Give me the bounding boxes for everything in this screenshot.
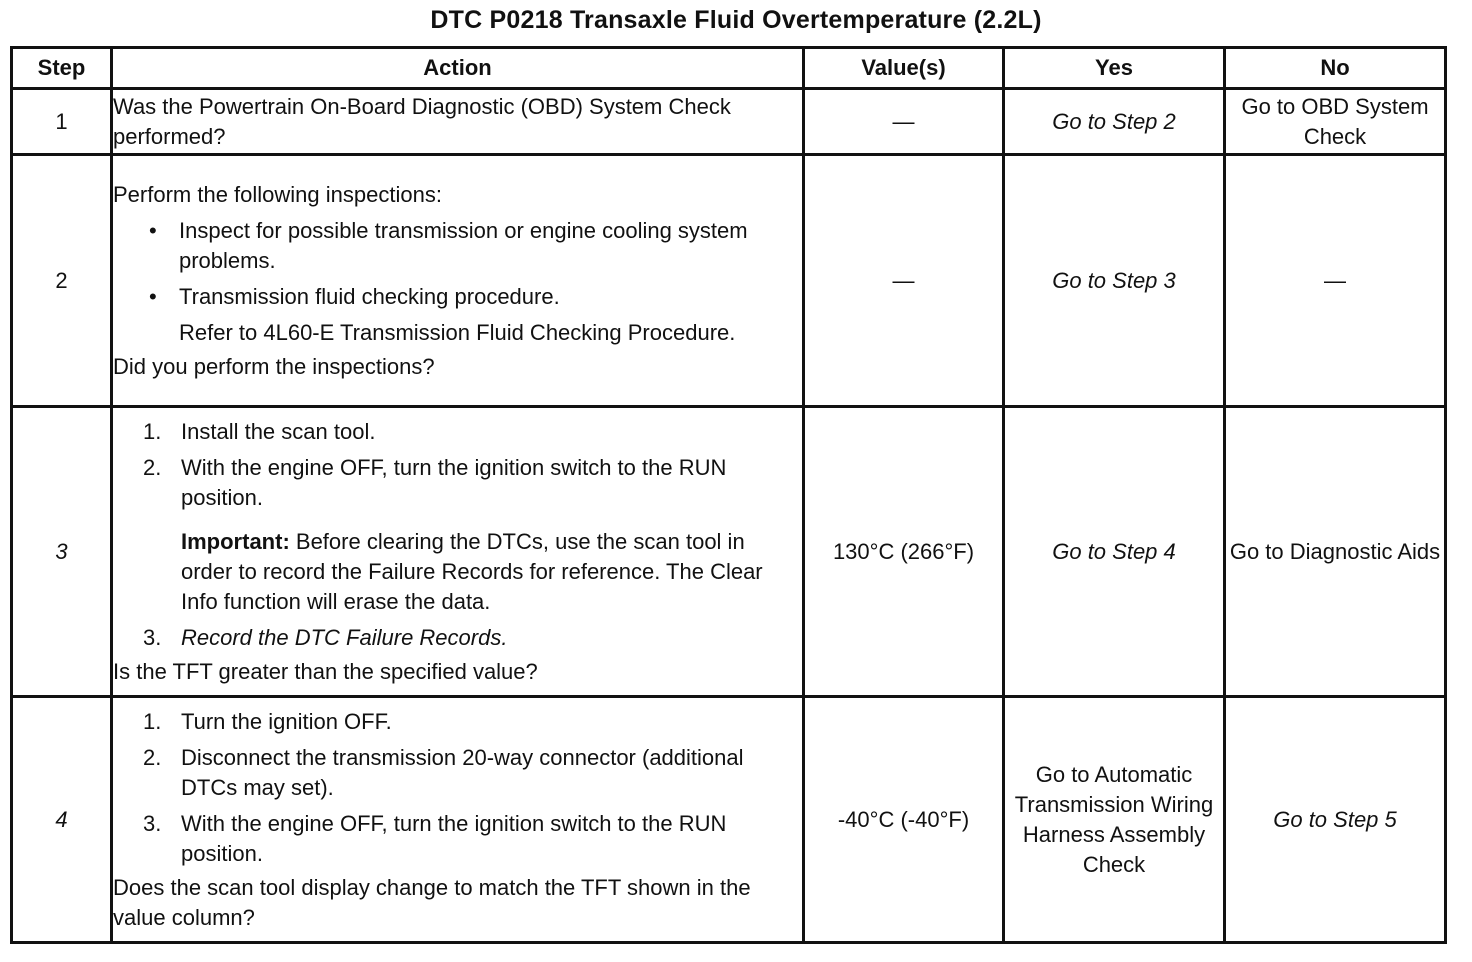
important-label: Important: (181, 528, 290, 554)
item-text: Record the DTC Failure Records. (181, 624, 508, 650)
bullet-marker: • (149, 217, 157, 243)
item-text: Install the scan tool. (181, 418, 376, 444)
header-action: Action (112, 48, 804, 89)
item-number: 1. (143, 708, 162, 734)
bullet-item (149, 282, 802, 312)
table-row (12, 407, 1446, 697)
table-row (12, 697, 1446, 943)
yes-link[interactable]: Go to Step 2 (1004, 89, 1225, 155)
header-values: Value(s) (804, 48, 1004, 89)
item-text: With the engine OFF, turn the ignition switch to the RUN position. (181, 454, 727, 510)
action-cell (112, 155, 804, 407)
value-cell: -40°C (-40°F) (804, 697, 1004, 943)
numbered-item (143, 743, 802, 803)
step-number: 2 (12, 155, 112, 407)
item-number: 1. (143, 418, 162, 444)
header-yes: Yes (1004, 48, 1225, 89)
no-link[interactable]: Go to Diagnostic Aids (1225, 407, 1446, 697)
no-link[interactable]: Go to OBD System Check (1225, 89, 1446, 155)
page-title: DTC P0218 Transaxle Fluid Overtemperature (2.2L) (430, 6, 1042, 34)
value-cell: — (804, 155, 1004, 407)
action-question: Did you perform the inspections? (113, 353, 435, 379)
item-number: 3. (143, 810, 162, 836)
action-question: Does the scan tool display change to match the TFT shown in the value column? (113, 874, 751, 930)
header-no: No (1225, 48, 1446, 89)
yes-link[interactable]: Go to Step 4 (1004, 407, 1225, 697)
numbered-item (143, 453, 802, 513)
numbered-item (143, 417, 802, 447)
action-note: Refer to 4L60-E Transmission Fluid Checking Procedure. (179, 319, 736, 345)
numbered-item (143, 623, 802, 653)
no-value: — (1225, 155, 1446, 407)
action-cell (112, 89, 804, 155)
table-header-row (12, 48, 1446, 89)
important-text: Before clearing the DTCs, use the scan tool in order to record the Failure Records for reference. The Clear Info function will erase the data. (181, 528, 763, 614)
important-note (181, 527, 802, 617)
yes-link[interactable]: Go to Step 3 (1004, 155, 1225, 407)
action-question: Was the Powertrain On-Board Diagnostic (OBD) System Check performed? (113, 93, 731, 149)
item-number: 2. (143, 744, 162, 770)
table-row (12, 89, 1446, 155)
item-text: Disconnect the transmission 20-way connector (additional DTCs may set). (181, 744, 744, 800)
bullet-item (149, 216, 802, 276)
yes-link[interactable]: Go to Automatic Transmission Wiring Harness Assembly Check (1004, 697, 1225, 943)
item-text: With the engine OFF, turn the ignition switch to the RUN position. (181, 810, 727, 866)
action-cell (112, 407, 804, 697)
value-cell: — (804, 89, 1004, 155)
diagnostic-table (10, 46, 1447, 944)
numbered-item (143, 809, 802, 869)
item-text: Turn the ignition OFF. (181, 708, 392, 734)
item-number: 2. (143, 454, 162, 480)
action-question: Is the TFT greater than the specified value? (113, 658, 538, 684)
bullet-text: Inspect for possible transmission or engine cooling system problems. (179, 217, 748, 273)
table-row (12, 155, 1446, 407)
numbered-item (143, 707, 802, 737)
step-number: 1 (12, 89, 112, 155)
header-step: Step (12, 48, 112, 89)
step-number: 3 (12, 407, 112, 697)
action-intro: Perform the following inspections: (113, 181, 442, 207)
no-link[interactable]: Go to Step 5 (1225, 697, 1446, 943)
bullet-text: Transmission fluid checking procedure. (179, 283, 560, 309)
value-cell: 130°C (266°F) (804, 407, 1004, 697)
action-cell (112, 697, 804, 943)
item-number: 3. (143, 624, 162, 650)
step-number: 4 (12, 697, 112, 943)
bullet-marker: • (149, 283, 157, 309)
